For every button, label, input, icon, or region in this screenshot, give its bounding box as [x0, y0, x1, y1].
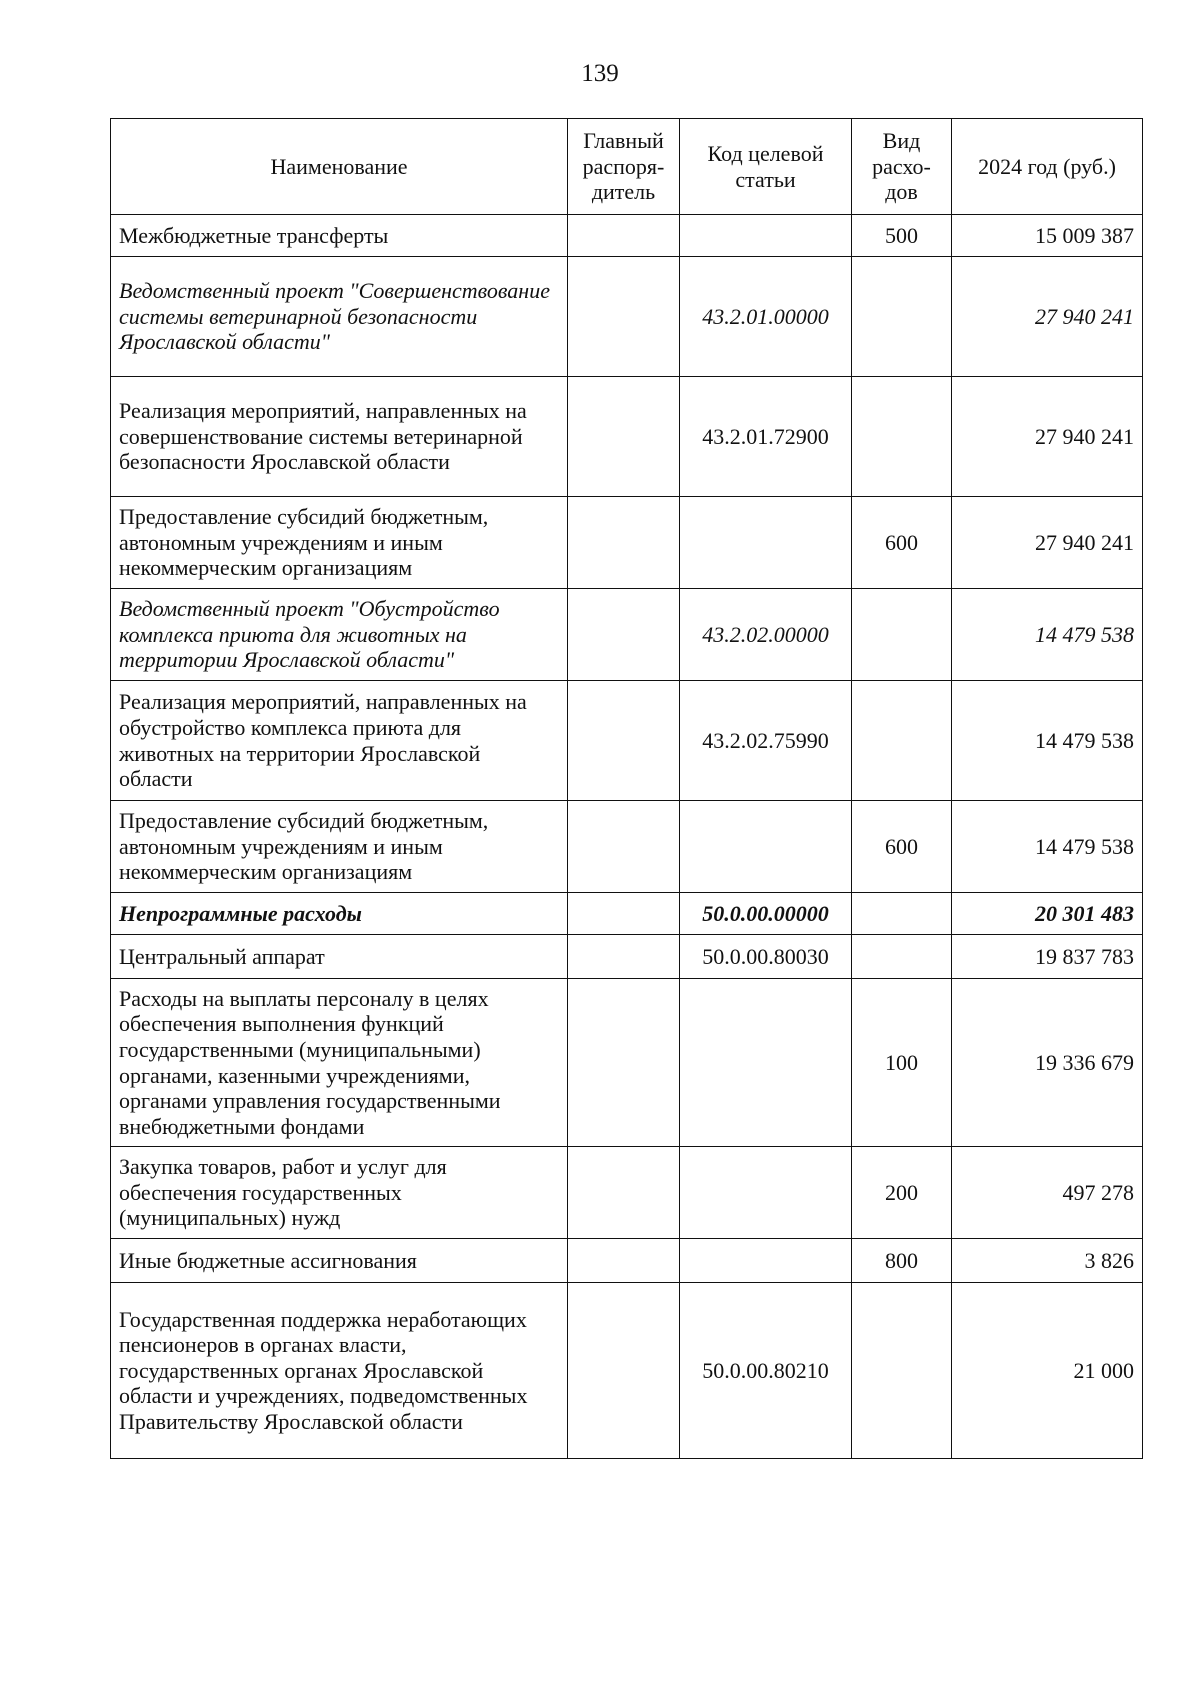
header-kind: Вид расхо-дов	[852, 119, 952, 215]
cell-sum: 27 940 241	[952, 257, 1143, 377]
table-row	[111, 935, 1143, 979]
cell-grbs	[568, 377, 680, 497]
table-row	[111, 979, 1143, 1147]
cell-sum: 3 826	[952, 1239, 1143, 1283]
cell-kind: 200	[852, 1147, 952, 1239]
cell-grbs	[568, 257, 680, 377]
cell-kind	[852, 935, 952, 979]
cell-name: Расходы на выплаты персоналу в целях обеспечения выполнения функций государственными (муниципальными) органами, казенными учреждениями, органами управления государственными внебюджетными фондами	[111, 979, 568, 1147]
cell-name: Предоставление субсидий бюджетным, автономным учреждениям и иным некоммерческим организациям	[111, 801, 568, 893]
cell-name: Иные бюджетные ассигнования	[111, 1239, 568, 1283]
header-name: Наименование	[111, 119, 568, 215]
cell-code: 43.2.02.75990	[680, 681, 852, 801]
cell-kind: 800	[852, 1239, 952, 1283]
table-row	[111, 497, 1143, 589]
cell-name: Реализация мероприятий, направленных на обустройство комплекса приюта для животных на территории Ярославской области	[111, 681, 568, 801]
cell-code	[680, 215, 852, 257]
cell-sum: 27 940 241	[952, 377, 1143, 497]
cell-sum: 19 837 783	[952, 935, 1143, 979]
cell-name: Ведомственный проект "Совершенствование системы ветеринарной безопасности Ярославской области"	[111, 257, 568, 377]
table-row	[111, 215, 1143, 257]
cell-kind	[852, 257, 952, 377]
cell-grbs	[568, 1147, 680, 1239]
cell-grbs	[568, 1239, 680, 1283]
cell-grbs	[568, 979, 680, 1147]
cell-sum: 14 479 538	[952, 801, 1143, 893]
cell-grbs	[568, 801, 680, 893]
cell-code: 43.2.01.00000	[680, 257, 852, 377]
table-row	[111, 377, 1143, 497]
cell-kind	[852, 1283, 952, 1459]
table-row	[111, 1147, 1143, 1239]
table-row	[111, 1283, 1143, 1459]
header-grbs: Главный распоря-дитель	[568, 119, 680, 215]
table-row	[111, 681, 1143, 801]
cell-kind: 600	[852, 497, 952, 589]
header-code: Код целевой статьи	[680, 119, 852, 215]
cell-grbs	[568, 497, 680, 589]
cell-sum: 497 278	[952, 1147, 1143, 1239]
cell-grbs	[568, 589, 680, 681]
cell-sum: 15 009 387	[952, 215, 1143, 257]
cell-kind: 600	[852, 801, 952, 893]
cell-code	[680, 801, 852, 893]
cell-sum: 14 479 538	[952, 681, 1143, 801]
cell-name: Непрограммные расходы	[111, 893, 568, 935]
table-header-row	[111, 119, 1143, 215]
cell-kind	[852, 589, 952, 681]
cell-name: Реализация мероприятий, направленных на совершенствование системы ветеринарной безопасности Ярославской области	[111, 377, 568, 497]
cell-code	[680, 979, 852, 1147]
cell-code: 50.0.00.80210	[680, 1283, 852, 1459]
cell-code: 43.2.01.72900	[680, 377, 852, 497]
cell-kind: 500	[852, 215, 952, 257]
cell-grbs	[568, 935, 680, 979]
cell-name: Государственная поддержка неработающих пенсионеров в органах власти, государственных органах Ярославской области и учреждениях, подведомственных Правительству Ярославской области	[111, 1283, 568, 1459]
table-row	[111, 893, 1143, 935]
cell-sum: 27 940 241	[952, 497, 1143, 589]
cell-kind	[852, 893, 952, 935]
cell-name: Закупка товаров, работ и услуг для обеспечения государственных (муниципальных) нужд	[111, 1147, 568, 1239]
table-row	[111, 1239, 1143, 1283]
cell-sum: 19 336 679	[952, 979, 1143, 1147]
cell-grbs	[568, 215, 680, 257]
table-row	[111, 589, 1143, 681]
cell-name: Межбюджетные трансферты	[111, 215, 568, 257]
budget-table	[110, 118, 1143, 1459]
cell-sum: 21 000	[952, 1283, 1143, 1459]
cell-name: Предоставление субсидий бюджетным, автономным учреждениям и иным некоммерческим организациям	[111, 497, 568, 589]
header-sum: 2024 год (руб.)	[952, 119, 1143, 215]
table-row	[111, 257, 1143, 377]
cell-grbs	[568, 1283, 680, 1459]
cell-code	[680, 1239, 852, 1283]
cell-code: 50.0.00.80030	[680, 935, 852, 979]
cell-code	[680, 497, 852, 589]
cell-code: 43.2.02.00000	[680, 589, 852, 681]
cell-name: Ведомственный проект "Обустройство комплекса приюта для животных на территории Ярославской области"	[111, 589, 568, 681]
table-row	[111, 801, 1143, 893]
cell-kind: 100	[852, 979, 952, 1147]
cell-code	[680, 1147, 852, 1239]
cell-sum: 14 479 538	[952, 589, 1143, 681]
cell-kind	[852, 681, 952, 801]
page-number: 139	[581, 60, 619, 87]
cell-grbs	[568, 893, 680, 935]
cell-sum: 20 301 483	[952, 893, 1143, 935]
cell-grbs	[568, 681, 680, 801]
cell-code: 50.0.00.00000	[680, 893, 852, 935]
cell-name: Центральный аппарат	[111, 935, 568, 979]
cell-kind	[852, 377, 952, 497]
